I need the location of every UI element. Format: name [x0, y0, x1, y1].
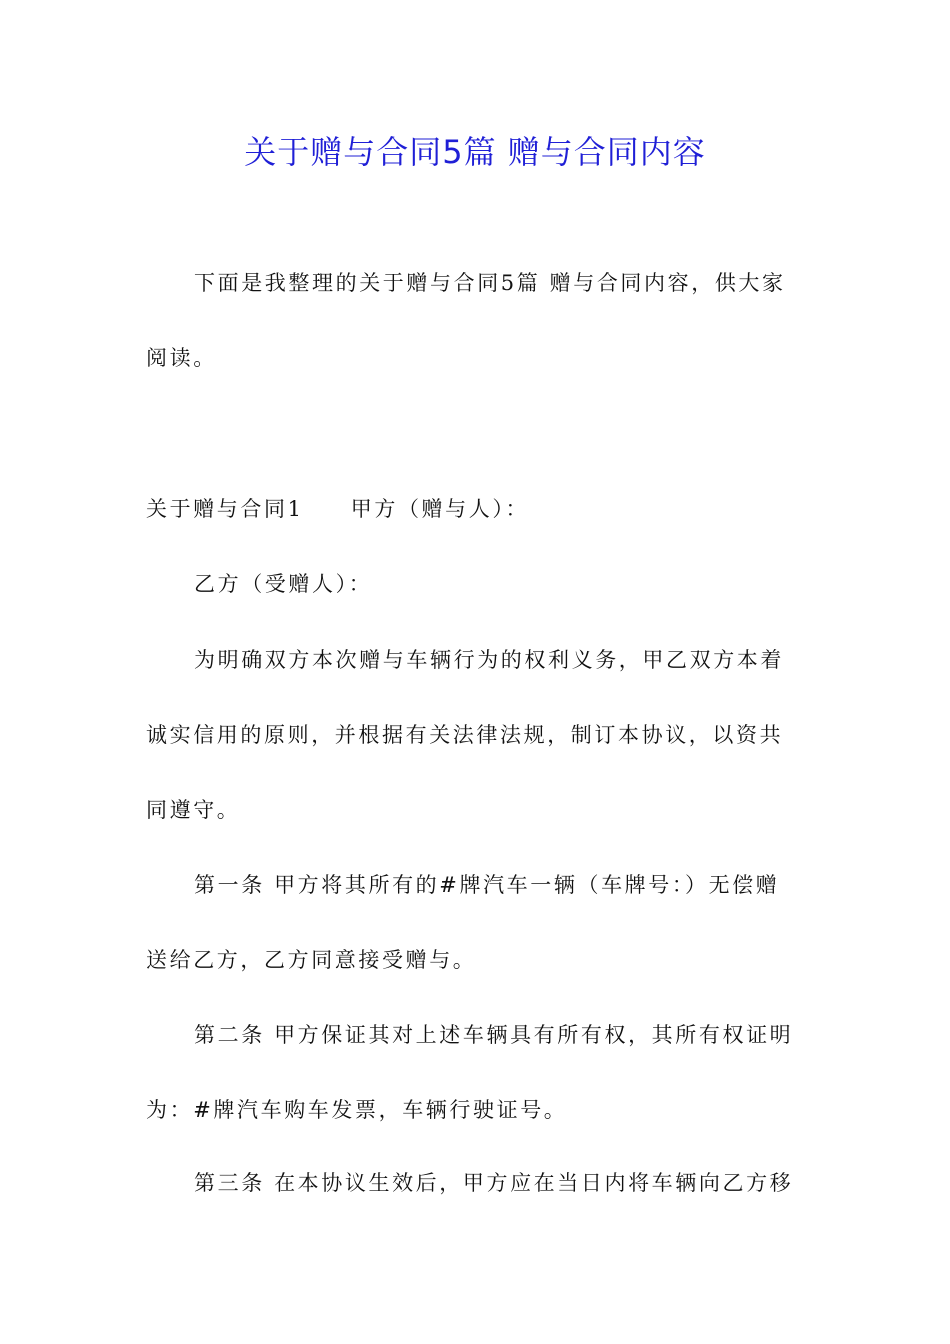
- preamble-line-2: 诚实信用的原则，并根据有关法律法规，制订本协议，以资共: [146, 723, 784, 747]
- article-3-line-1: 第三条 在本协议生效后，甲方应在当日内将车辆向乙方移: [194, 1171, 794, 1195]
- document-title: 关于赠与合同5篇 赠与合同内容: [244, 133, 706, 171]
- intro-line-1: 下面是我整理的关于赠与合同5篇 赠与合同内容，供大家: [194, 271, 786, 295]
- article-2-line-2: 为：#牌汽车购车发票，车辆行驶证号。: [146, 1098, 568, 1122]
- party-b-line: 乙方（受赠人）：: [194, 572, 373, 596]
- article-2-line-1: 第二条 甲方保证其对上述车辆具有所有权，其所有权证明: [194, 1023, 794, 1047]
- section-heading-line: 关于赠与合同1 甲方（赠与人）：: [146, 497, 530, 521]
- article-1-line-1: 第一条 甲方将其所有的#牌汽车一辆（车牌号：）无偿赠: [194, 873, 780, 897]
- intro-line-2: 阅读。: [146, 346, 217, 370]
- article-1-line-2: 送给乙方，乙方同意接受赠与。: [146, 948, 477, 972]
- preamble-line-1: 为明确双方本次赠与车辆行为的权利义务，甲乙双方本着: [194, 648, 784, 672]
- preamble-line-3: 同遵守。: [146, 798, 241, 822]
